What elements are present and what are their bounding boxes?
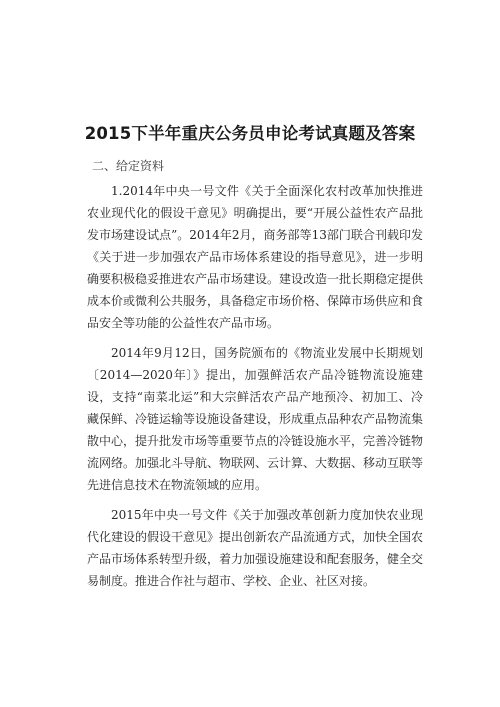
document-body [87,180,423,600]
paragraph-1: 1.2014年中央一号文件《关于全面深化农村改革加快推进农业现代化的假设干意见》明确提出，要“开展公益性农产品批发市场建设试点”。2014年2月，商务部等13部门联合刊载印发《关于进一步加强农产品市场体系建设的指导意见》，进一步明确要积极稳妥推进农产品市场建设。建设改造一批长期稳定提供成本价或微利公共服务，具备稳定市场价格、保障市场供应和食品安全等功能的公益性农产品市场。 [87,184,424,330]
section-heading: 二、给定资料 [92,159,165,173]
paragraph-3: 2015年中央一号文件《关于加强改革创新力度加快农业现代化建设的假设干意见》提出创新农产品流通方式，加快全国农产品市场体系转型升级，着力加强设施建设和配套服务，健全交易制度。推进合作社与超市、学校、企业、社区对接。 [87,508,424,588]
paragraph-2: 2014年9月12日，国务院颁布的《物流业发展中长期规划〔2014—2020年〕》提出，加强鲜活农产品冷链物流设施建设，支持“南菜北运”和大宗鲜活农产品产地预冷、初加工、冷藏保鲜、冷链运输等设施设备建设，形成重点品种农产品物流集散中心，提升批发市场等重要节点的冷链设施水平，完善冷链物流网络。加强北斗导航、物联网、云计算、大数据、移动互联等先进信息技术在物流领域的应用。 [87,346,424,492]
document-title: 2015下半年重庆公务员申论考试真题及答案 [84,124,416,143]
